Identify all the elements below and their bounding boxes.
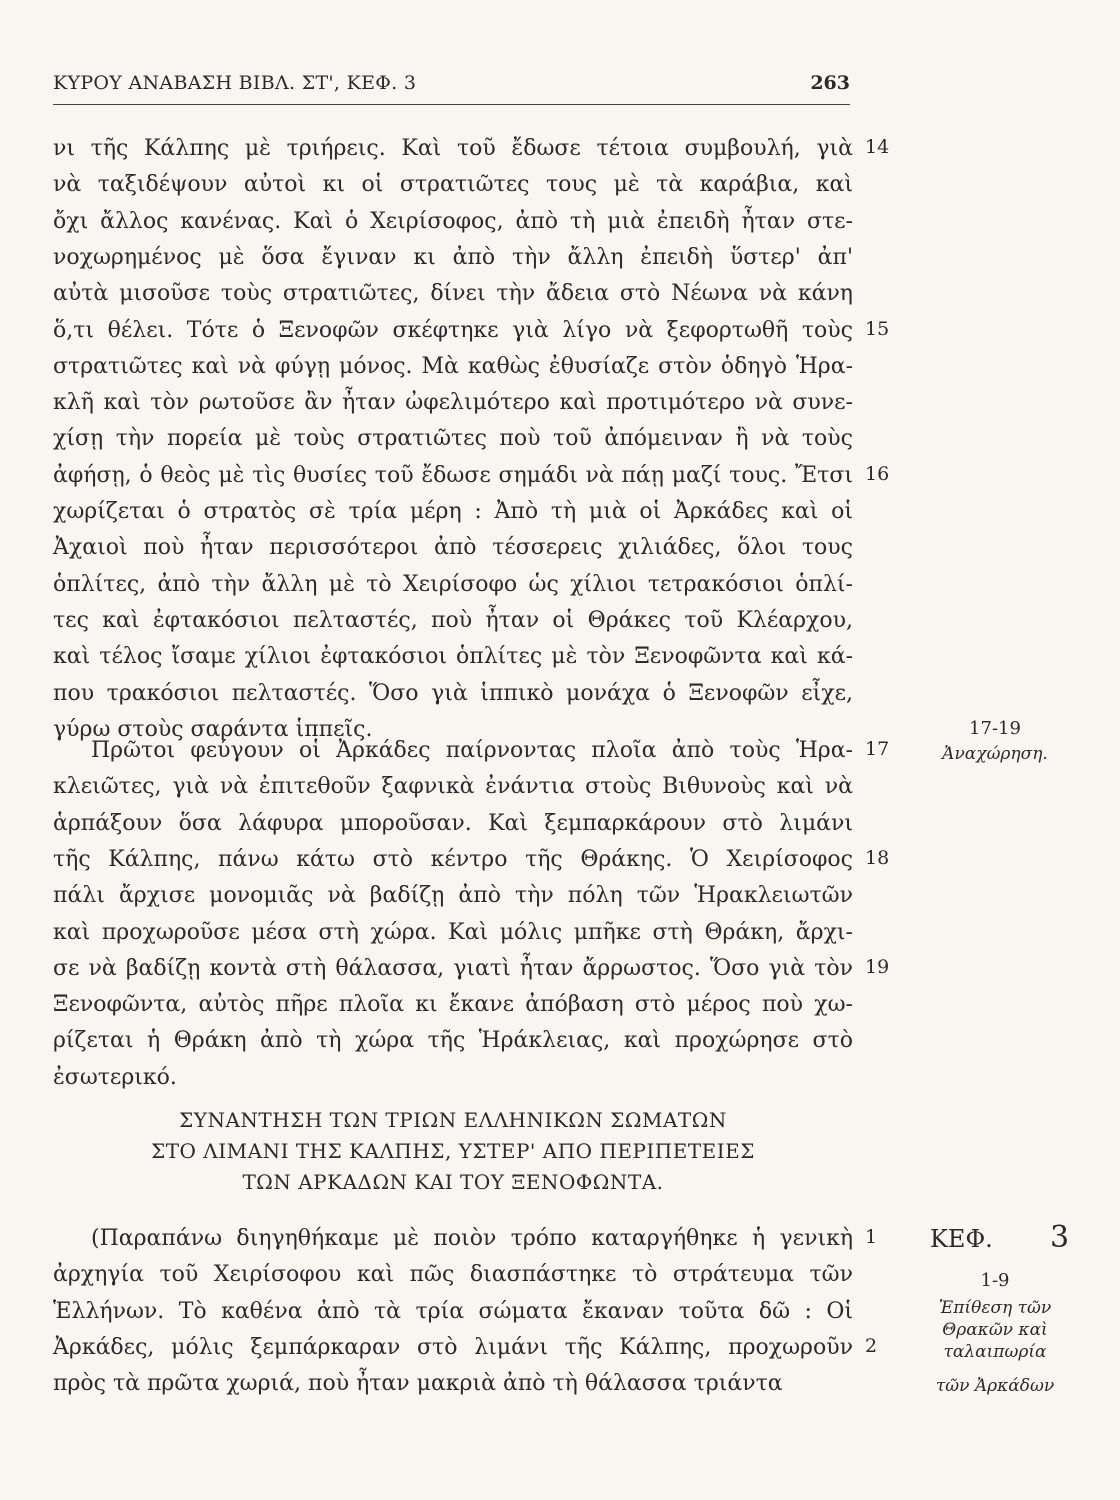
text-line: νοχωρημένος μὲ ὅσα ἔγιναν κι ἀπὸ τὴν ἄλλη ἐπειδὴ ὕστερ' ἀπ' [53,244,853,270]
chapter-range: 1-9 [980,1270,1010,1291]
text-line: νι τῆς Κάλπης μὲ τριήρεις. Καὶ τοῦ ἔδωσε τέτοια συμβουλή, γιὰ [53,136,853,161]
text-line: χίσῃ τὴν πορεία μὲ τοὺς στρατιῶτες ποὺ τοῦ ἀπόμειναν ἢ νὰ τοὺς [53,426,853,452]
line-number: 16 [865,462,890,485]
text-line: κλειῶτες, γιὰ νὰ ἐπιτεθοῦν ξαφνικὰ ἐνάντια στοὺς Βιθυνοὺς καὶ νὰ [53,774,853,800]
chapter-number: 3 [1050,1220,1070,1255]
section-heading-line-2: ΣΤΟ ΛΙΜΑΝΙ ΤΗΣ ΚΑΛΠΗΣ, ΥΣΤΕΡ' ΑΠΟ ΠΕΡΙΠΕΤΕΙΕΣ [151,1139,755,1163]
text-line: αὐτὰ μισοῦσε τοὺς στρατιῶτες, δίνει τὴν ἄδεια στὸ Νέωνα νὰ κάνη [53,281,853,307]
text-line: τῆς Κάλπης, πάνω κάτω στὸ κέντρο τῆς Θράκης. Ὁ Χειρίσοφος [53,846,853,872]
text-line: ὁπλίτες, ἀπὸ τὴν ἄλλη μὲ τὸ Χειρίσοφο ὡς χίλιοι τετρακόσιοι ὁπλί- [53,571,853,597]
running-title: ΚΥΡΟΥ ΑΝΑΒΑΣΗ ΒΙΒΛ. ΣΤ', ΚΕΦ. 3 [53,72,417,94]
text-line: ἀρχηγία τοῦ Χειρίσοφου καὶ πῶς διασπάστηκε τὸ στράτευμα τῶν [53,1262,853,1288]
text-line: σε νὰ βαδίζῃ κοντὰ στὴ θάλασσα, γιατὶ ἦταν ἄρρωστος. Ὅσο γιὰ τὸν [53,955,853,981]
text-line: (Παραπάνω διηγηθήκαμε μὲ ποιὸν τρόπο καταργήθηκε ἡ γενικὴ [91,1226,853,1251]
text-line: καὶ τέλος ἴσαμε χίλιοι ἐφτακόσιοι ὁπλίτες μὲ τὸν Ξενοφῶντα καὶ κά- [53,644,853,670]
text-line: κλῆ καὶ τὸν ρωτοῦσε ἂν ἦταν ὠφελιμότερο καὶ προτιμότερο νὰ συνε- [53,390,853,416]
text-line: Πρῶτοι φεύγουν οἱ Ἀρκάδες παίρνοντας πλοῖα ἀπὸ τοὺς Ἡρα- [91,738,853,763]
chapter-note-line-3: ταλαιπωρία [943,1342,1047,1362]
line-number: 17 [865,738,890,760]
text-line: ἐσωτερικό. [53,1064,177,1090]
section-heading-line-1: ΣΥΝΑΝΤΗΣΗ ΤΩΝ ΤΡΙΩΝ ΕΛΛΗΝΙΚΩΝ ΣΩΜΑΤΩΝ [179,1108,727,1132]
text-line: Ἀχαιοὶ ποὺ ἦταν περισσότεροι ἀπὸ τέσσερεις χιλιάδες, ὅλοι τους [53,535,853,561]
margin-note-departure: Ἀναχώρηση. [942,744,1048,764]
text-line: ἀφήσῃ, ὁ θεὸς μὲ τὶς θυσίες τοῦ ἔδωσε σημάδι νὰ πάῃ μαζί τους. Ἔτσι [53,462,853,488]
text-line: ρίζεται ἡ Θράκη ἀπὸ τὴ χώρα τῆς Ἡράκλειας, καὶ προχώρησε στὸ [53,1028,853,1054]
text-line: Ἀρκάδες, μόλις ξεμπάρκαραν στὸ λιμάνι τῆς Κάλπης, προχωροῦν [53,1334,853,1360]
text-line: γύρω στοὺς σαράντα ἱππεῖς. [53,716,373,742]
line-number: 1 [865,1226,878,1248]
text-line: καὶ προχωροῦσε μέσα στὴ χώρα. Καὶ μόλις μπῆκε στὴ Θράκη, ἄρχι- [53,919,853,945]
line-number: 18 [865,846,890,869]
chapter-note-line-2: Θρακῶν καὶ [942,1320,1048,1340]
text-line: τες καὶ ἐφτακόσιοι πελταστές, ποὺ ἦταν οἱ Θράκες τοῦ Κλέαρχου, [53,607,853,633]
page-number: 263 [810,72,850,94]
page-header [53,64,850,105]
chapter-note-line-1: Ἐπίθεση τῶν [938,1298,1052,1318]
text-line: Ἑλλήνων. Τὸ καθένα ἀπὸ τὰ τρία σώματα ἔκαναν τοῦτα δῶ : Οἱ [53,1298,853,1324]
text-line: Ξενοφῶντα, αὐτὸς πῆρε πλοῖα κι ἔκανε ἀπόβαση στὸ μέρος ποὺ χω- [53,992,853,1018]
section-heading-line-3: ΤΩΝ ΑΡΚΑΔΩΝ ΚΑΙ ΤΟΥ ΞΕΝΟΦΩΝΤΑ. [242,1170,664,1194]
line-number: 14 [865,136,890,158]
text-line: που τρακόσιοι πελταστές. Ὅσο γιὰ ἱππικὸ μονάχα ὁ Ξενοφῶν εἶχε, [53,680,853,706]
text-line: ὄχι ἄλλος κανένας. Καὶ ὁ Χειρίσοφος, ἀπὸ τὴ μιὰ ἐπειδὴ ἦταν στε- [53,208,853,234]
line-number: 15 [865,317,890,340]
text-line: ὅ,τι θέλει. Τότε ὁ Ξενοφῶν σκέφτηκε γιὰ λίγο νὰ ξεφορτωθῆ τοὺς [53,317,853,343]
line-number: 19 [865,955,890,978]
text-line: πρὸς τὰ πρῶτα χωριά, ποὺ ἦταν μακριὰ ἀπὸ τὴ θάλασσα τριάντα [53,1371,783,1397]
text-line: χωρίζεται ὁ στρατὸς σὲ τρία μέρη : Ἀπὸ τὴ μιὰ οἱ Ἀρκάδες καὶ οἱ [53,499,853,524]
chapter-label: ΚΕΦ. [930,1225,993,1253]
text-line: ἁρπάξουν ὅσα λάφυρα μποροῦσαν. Καὶ ξεμπαρκάρουν στὸ λιμάνι [53,810,853,836]
text-line: νὰ ταξιδέψουν αὐτοὶ κι οἱ στρατιῶτες τους μὲ τὰ καράβια, καὶ [53,172,853,198]
line-number: 2 [865,1334,878,1357]
chapter-note-line-4: τῶν Ἀρκάδων [935,1376,1055,1396]
margin-range-17-19: 17-19 [969,718,1021,739]
text-line: στρατιῶτες καὶ νὰ φύγῃ μόνος. Μὰ καθὼς ἐθυσίαζε στὸν ὁδηγὸ Ἡρα- [53,353,853,379]
text-line: πάλι ἄρχισε μονομιᾶς νὰ βαδίζῃ ἀπὸ τὴν πόλη τῶν Ἡρακλειωτῶν [53,883,853,909]
